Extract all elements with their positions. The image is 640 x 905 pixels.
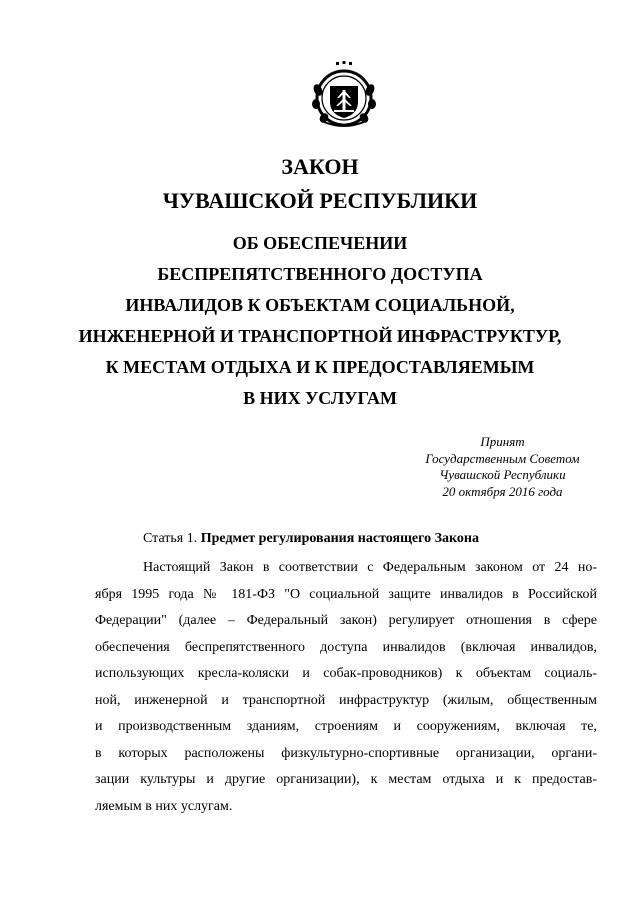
coat-of-arms-icon xyxy=(310,60,378,128)
law-title-line-1: ЗАКОН xyxy=(281,154,359,179)
law-subject-line-4: ИНЖЕНЕРНОЙ И ТРАНСПОРТНОЙ ИНФРАСТРУКТУР, xyxy=(78,326,562,346)
article-1-line: использующих кресла-коляски и собак-проводников) к объектам социаль- xyxy=(95,666,597,681)
article-1-body xyxy=(95,555,597,820)
adoption-note xyxy=(400,434,605,500)
adoption-date: 20 октября 2016 года xyxy=(442,483,563,499)
adoption-line-2: Государственным Советом xyxy=(425,450,580,466)
law-subject-line-1: ОБ ОБЕСПЕЧЕНИИ xyxy=(232,233,408,253)
article-1-line: ной, инженерной и транспортной инфраструктур (жилым, общественным xyxy=(95,692,597,708)
article-1-line: в которых расположены физкультурно-спортивные организации, органи- xyxy=(95,745,597,761)
law-subject-line-6: В НИХ УСЛУГАМ xyxy=(243,388,397,408)
article-1-line: ября 1995 года № 181-ФЗ "О социальной защите инвалидов в Российской xyxy=(95,586,597,602)
article-1-line: и производственным зданиям, строениям и сооружениям, включая те, xyxy=(95,719,597,734)
article-1-line: обеспечения беспрепятственного доступа инвалидов (включая инвалидов, xyxy=(95,639,597,655)
article-1-line: зации культуры и другие организации), к местам отдыха и к предостав- xyxy=(95,772,597,787)
law-title xyxy=(0,150,640,218)
law-subject-line-2: БЕСПРЕПЯТСТВЕННОГО ДОСТУПА xyxy=(157,264,483,284)
law-title-line-2: ЧУВАШСКОЙ РЕСПУБЛИКИ xyxy=(162,188,478,213)
adoption-line-3: Чувашской Республики xyxy=(439,467,566,482)
article-1-heading xyxy=(143,530,479,548)
law-subject-line-5: К МЕСТАМ ОТДЫХА И К ПРЕДОСТАВЛЯЕМЫМ xyxy=(105,357,535,377)
article-1-line: ляемым в них услугам. xyxy=(95,798,233,814)
article-1-title: Предмет регулирования настоящего Закона xyxy=(200,531,479,546)
law-subject-title xyxy=(0,228,640,414)
article-1-line: Федерации" (далее – Федеральный закон) регулирует отношения в сфере xyxy=(95,613,597,628)
law-subject-line-3: ИНВАЛИДОВ К ОБЪЕКТАМ СОЦИАЛЬНОЙ, xyxy=(125,295,515,315)
article-1-prefix: Статья 1. xyxy=(143,531,201,546)
article-1-line: Настоящий Закон в соответствии с Федеральным законом от 24 но- xyxy=(143,560,597,575)
adoption-line-1: Принят xyxy=(480,434,525,449)
